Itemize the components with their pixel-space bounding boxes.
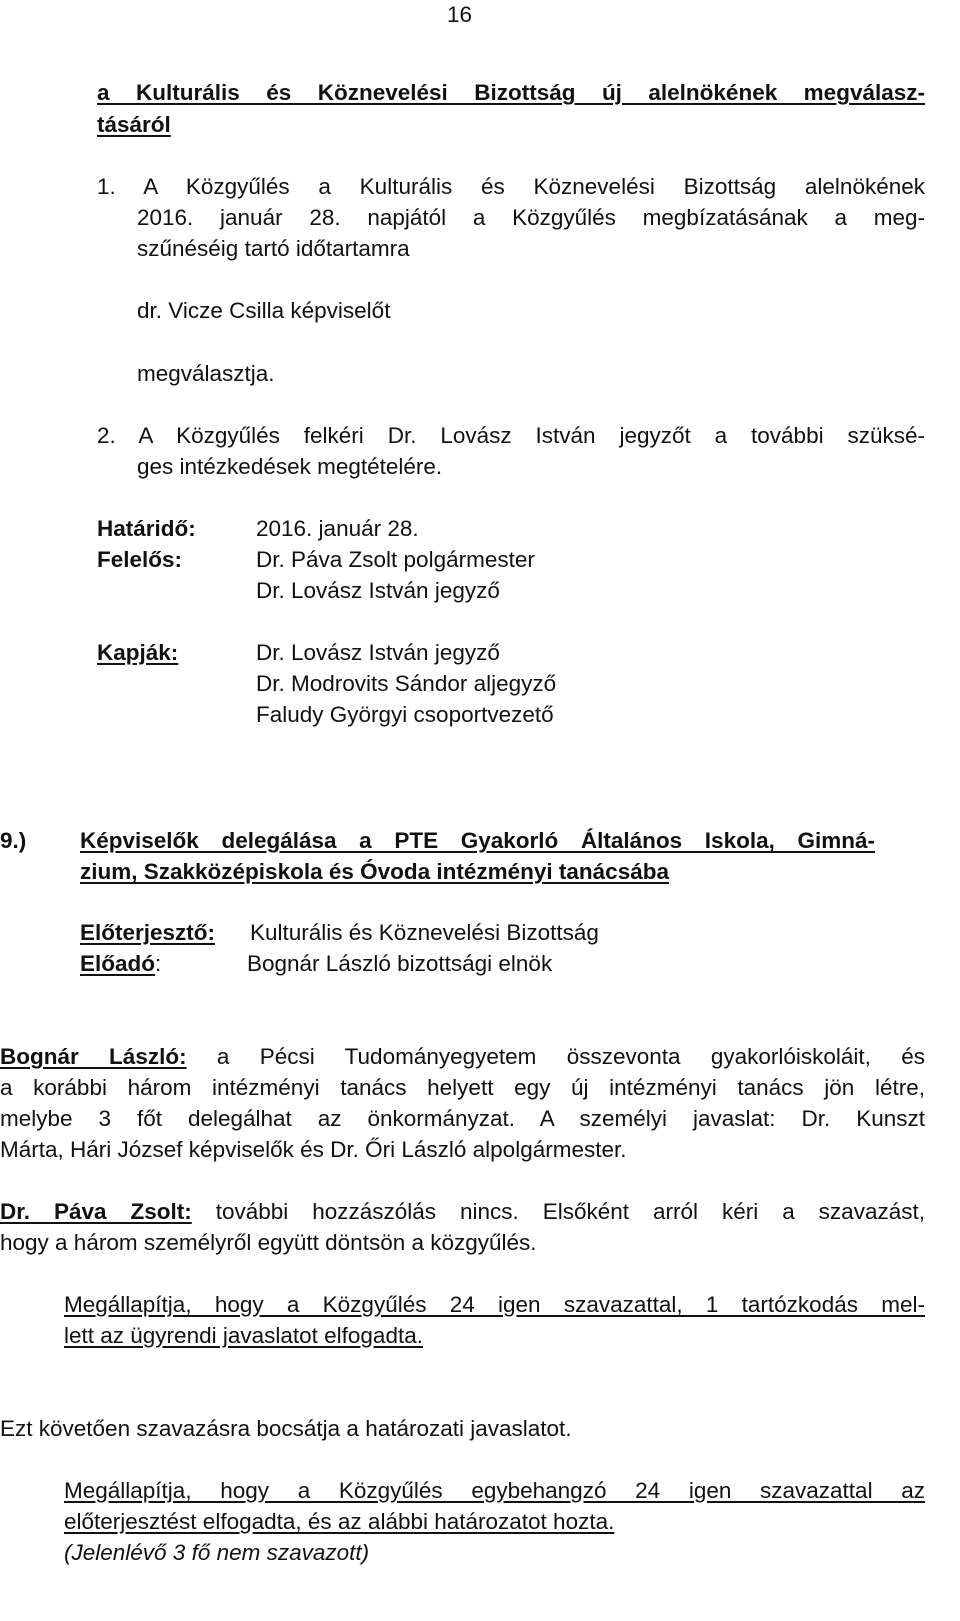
page-number: 16	[447, 2, 473, 27]
recipient-2: Dr. Modrovits Sándor aljegyző	[256, 671, 557, 696]
point2-line-1: 2. A Közgyűlés felkéri Dr. Lovász István jegyzőt a további szüksé-	[97, 423, 925, 448]
speech1-line-2: a korábbi három intézményi tanács helyett egy új intézményi tanács jön létre,	[0, 1075, 925, 1100]
speaker-2: Dr. Páva Zsolt:	[0, 1199, 192, 1224]
point1-line-2: 2016. január 28. napjától a Közgyűlés megbízatásának a meg-	[137, 205, 925, 230]
deadline-label: Határidő:	[97, 516, 196, 541]
speaker-1: Bognár László:	[0, 1044, 187, 1069]
point1-line-1: 1. A Közgyűlés a Kulturális és Köznevelési Bizottság alelnökének	[97, 174, 925, 199]
speech1-text-1: a Pécsi Tudományegyetem összevonta gyakorlóiskoláit, és	[216, 1044, 925, 1069]
finding1-line-1: Megállapítja, hogy a Közgyűlés 24 igen szavazattal, 1 tartózkodás mel-	[64, 1292, 925, 1317]
resolution-title-line-1: a Kulturális és Köznevelési Bizottság új alelnökének megválasz-	[97, 80, 925, 105]
point1-line-3: szűnéséig tartó időtartamra	[137, 236, 410, 261]
proposer-label: Előterjesztő:	[80, 920, 216, 945]
proposer-value: Kulturális és Köznevelési Bizottság	[250, 920, 599, 945]
presenter-label-text: Előadó	[80, 951, 156, 976]
finding1-line-2: lett az ügyrendi javaslatot elfogadta.	[64, 1323, 423, 1348]
agenda-title-line-1: Képviselők delegálása a PTE Gyakorló Általános Iskola, Gimná-	[80, 828, 875, 853]
finding2-line-2: előterjesztést elfogadta, és az alábbi határozatot hozta.	[64, 1509, 615, 1534]
speech1-line-1	[0, 1044, 925, 1070]
absent-note: (Jelenlévő 3 fő nem szavazott)	[64, 1540, 370, 1565]
elects: megválasztja.	[137, 361, 275, 386]
nominee: dr. Vicze Csilla képviselőt	[137, 298, 391, 323]
responsible-value-1: Dr. Páva Zsolt polgármester	[256, 547, 535, 572]
deadline-value: 2016. január 28.	[256, 516, 419, 541]
next-vote: Ezt követően szavazásra bocsátja a határozati javaslatot.	[0, 1416, 572, 1441]
recipient-1: Dr. Lovász István jegyző	[256, 640, 500, 665]
speech1-line-4: Márta, Hári József képviselők és Dr. Őri László alpolgármester.	[0, 1137, 627, 1162]
speech2-line-2: hogy a három személyről együtt döntsön a közgyűlés.	[0, 1230, 537, 1255]
recipient-3: Faludy Györgyi csoportvezető	[256, 702, 554, 727]
agenda-title-line-2: zium, Szakközépiskola és Óvoda intézményi tanácsába	[80, 859, 669, 884]
recipients-label: Kapják:	[97, 640, 179, 665]
finding2-line-1: Megállapítja, hogy a Közgyűlés egybehangzó 24 igen szavazattal az	[64, 1478, 925, 1503]
resolution-title-line-2: tásáról	[97, 112, 171, 137]
responsible-value-2: Dr. Lovász István jegyző	[256, 578, 500, 603]
speech2-text-1: további hozzászólás nincs. Elsőként arról kéri a szavazást,	[215, 1199, 925, 1224]
speech1-line-3: melybe 3 főt delegálhat az önkormányzat. A személyi javaslat: Dr. Kunszt	[0, 1106, 925, 1131]
point2-line-2: ges intézkedések megtételére.	[137, 454, 443, 479]
agenda-number: 9.)	[0, 828, 27, 853]
presenter-colon: :	[155, 951, 162, 976]
speech2-line-1	[0, 1199, 925, 1225]
responsible-label: Felelős:	[97, 547, 183, 572]
presenter-label	[80, 951, 161, 977]
presenter-value: Bognár László bizottsági elnök	[247, 951, 553, 976]
